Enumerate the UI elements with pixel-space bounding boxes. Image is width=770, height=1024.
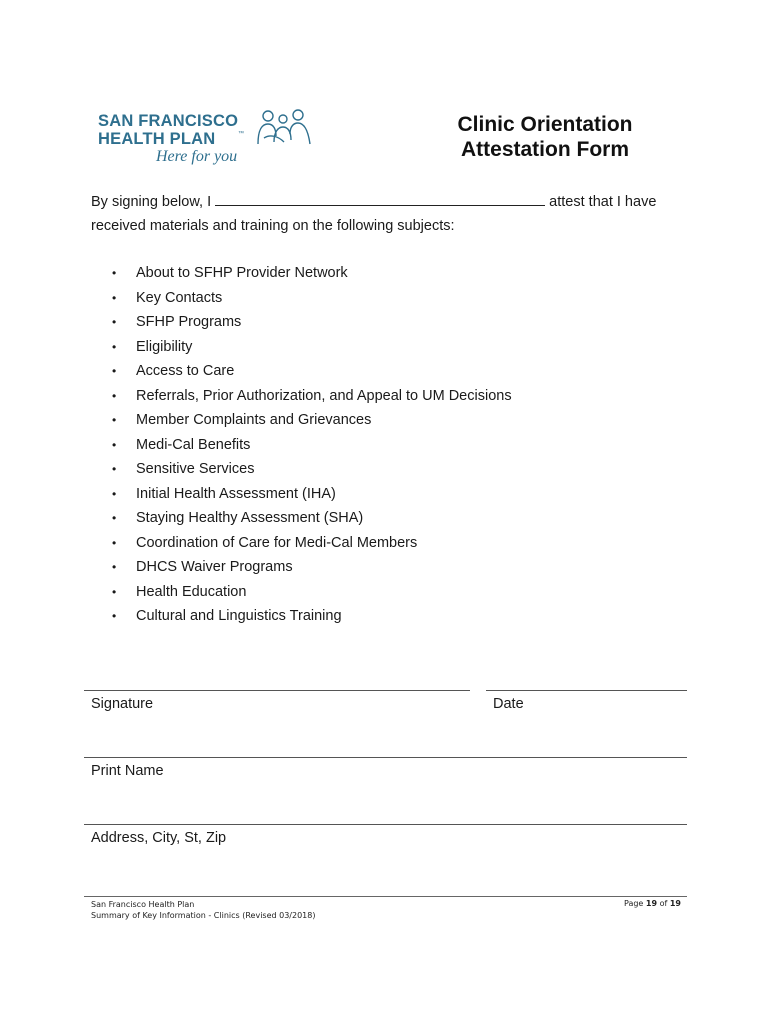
subject-label: DHCS Waiver Programs	[136, 559, 293, 575]
bullet-icon: •	[112, 266, 117, 280]
bullet-icon: •	[112, 290, 117, 305]
bullet-icon: •	[112, 388, 117, 403]
logo-trademark: ™	[238, 131, 244, 137]
bullet-icon: •	[112, 511, 117, 525]
bullet-icon: •	[112, 437, 117, 452]
sfhp-logo	[96, 106, 326, 170]
form-title	[430, 112, 660, 162]
subject-label: Key Contacts	[136, 289, 223, 306]
subject-label: Initial Health Assessment (IHA)	[136, 485, 336, 502]
bullet-icon: •	[112, 364, 117, 378]
print-name-line[interactable]	[84, 757, 687, 758]
page-current: 19	[645, 899, 658, 908]
footer-org: San Francisco Health Plan	[91, 900, 195, 909]
subject-label: Coordination of Care for Medi-Cal Members	[136, 534, 418, 551]
list-item	[112, 581, 512, 606]
footer-divider	[84, 896, 687, 897]
bullet-icon: •	[112, 535, 117, 550]
subject-label: Referrals, Prior Authorization, and Appeal to UM Decisions	[136, 387, 512, 404]
logo-text-line1: SAN FRANCISCO	[98, 112, 239, 130]
subject-label: Cultural and Linguistics Training	[136, 608, 342, 624]
list-item	[112, 385, 512, 410]
signature-label: Signature	[91, 696, 154, 712]
list-item	[112, 605, 512, 630]
subject-label: Medi-Cal Benefits	[136, 436, 251, 453]
list-item	[112, 311, 512, 336]
address-label: Address, City, St, Zip	[91, 830, 227, 846]
subject-label: Health Education	[136, 583, 247, 600]
bullet-icon: •	[112, 560, 117, 574]
page-word: Page	[623, 899, 644, 908]
subject-label: Sensitive Services	[136, 461, 255, 477]
attestor-name-blank[interactable]	[215, 193, 545, 206]
footer-info	[91, 899, 315, 921]
bullet-icon: •	[112, 486, 117, 501]
logo-text-line2: HEALTH PLAN	[98, 130, 216, 148]
bullet-icon: •	[112, 462, 117, 476]
address-line[interactable]	[84, 824, 687, 825]
list-item	[112, 434, 512, 459]
list-item	[112, 287, 512, 312]
subject-label: Access to Care	[136, 363, 235, 379]
page-total: 19	[669, 899, 681, 908]
subjects-list	[112, 262, 512, 630]
intro-suffix: attest that I have	[549, 194, 657, 210]
list-item	[112, 483, 512, 508]
form-title-line2: Attestation Form	[461, 138, 629, 161]
date-label: Date	[493, 696, 524, 712]
list-item	[112, 262, 512, 287]
signature-line[interactable]	[84, 690, 470, 691]
intro-prefix: By signing below, I	[91, 194, 212, 210]
subject-label: Member Complaints and Grievances	[136, 412, 372, 428]
family-figures-icon	[254, 108, 316, 148]
list-item	[112, 556, 512, 581]
subject-label: Eligibility	[136, 338, 193, 355]
bullet-icon: •	[112, 413, 117, 427]
list-item	[112, 360, 512, 385]
list-item	[112, 507, 512, 532]
footer-doc: Summary of Key Information - Clinics (Revised 03/2018)	[91, 911, 316, 920]
page-of: of	[659, 899, 668, 908]
bullet-icon: •	[112, 609, 117, 623]
attestation-statement	[91, 190, 691, 238]
intro-line2: received materials and training on the following subjects:	[91, 218, 455, 234]
page-number	[560, 899, 681, 908]
print-name-label: Print Name	[91, 763, 164, 779]
subject-label: About to SFHP Provider Network	[136, 265, 348, 281]
list-item	[112, 532, 512, 557]
logo-tagline: Here for you	[156, 148, 238, 165]
form-title-line1: Clinic Orientation	[457, 113, 633, 136]
list-item	[112, 458, 512, 483]
list-item	[112, 409, 512, 434]
date-line[interactable]	[486, 690, 687, 691]
bullet-icon: •	[112, 584, 117, 599]
bullet-icon: •	[112, 339, 117, 354]
list-item	[112, 336, 512, 361]
subject-label: Staying Healthy Assessment (SHA)	[136, 510, 364, 526]
bullet-icon: •	[112, 315, 117, 329]
subject-label: SFHP Programs	[136, 314, 242, 330]
